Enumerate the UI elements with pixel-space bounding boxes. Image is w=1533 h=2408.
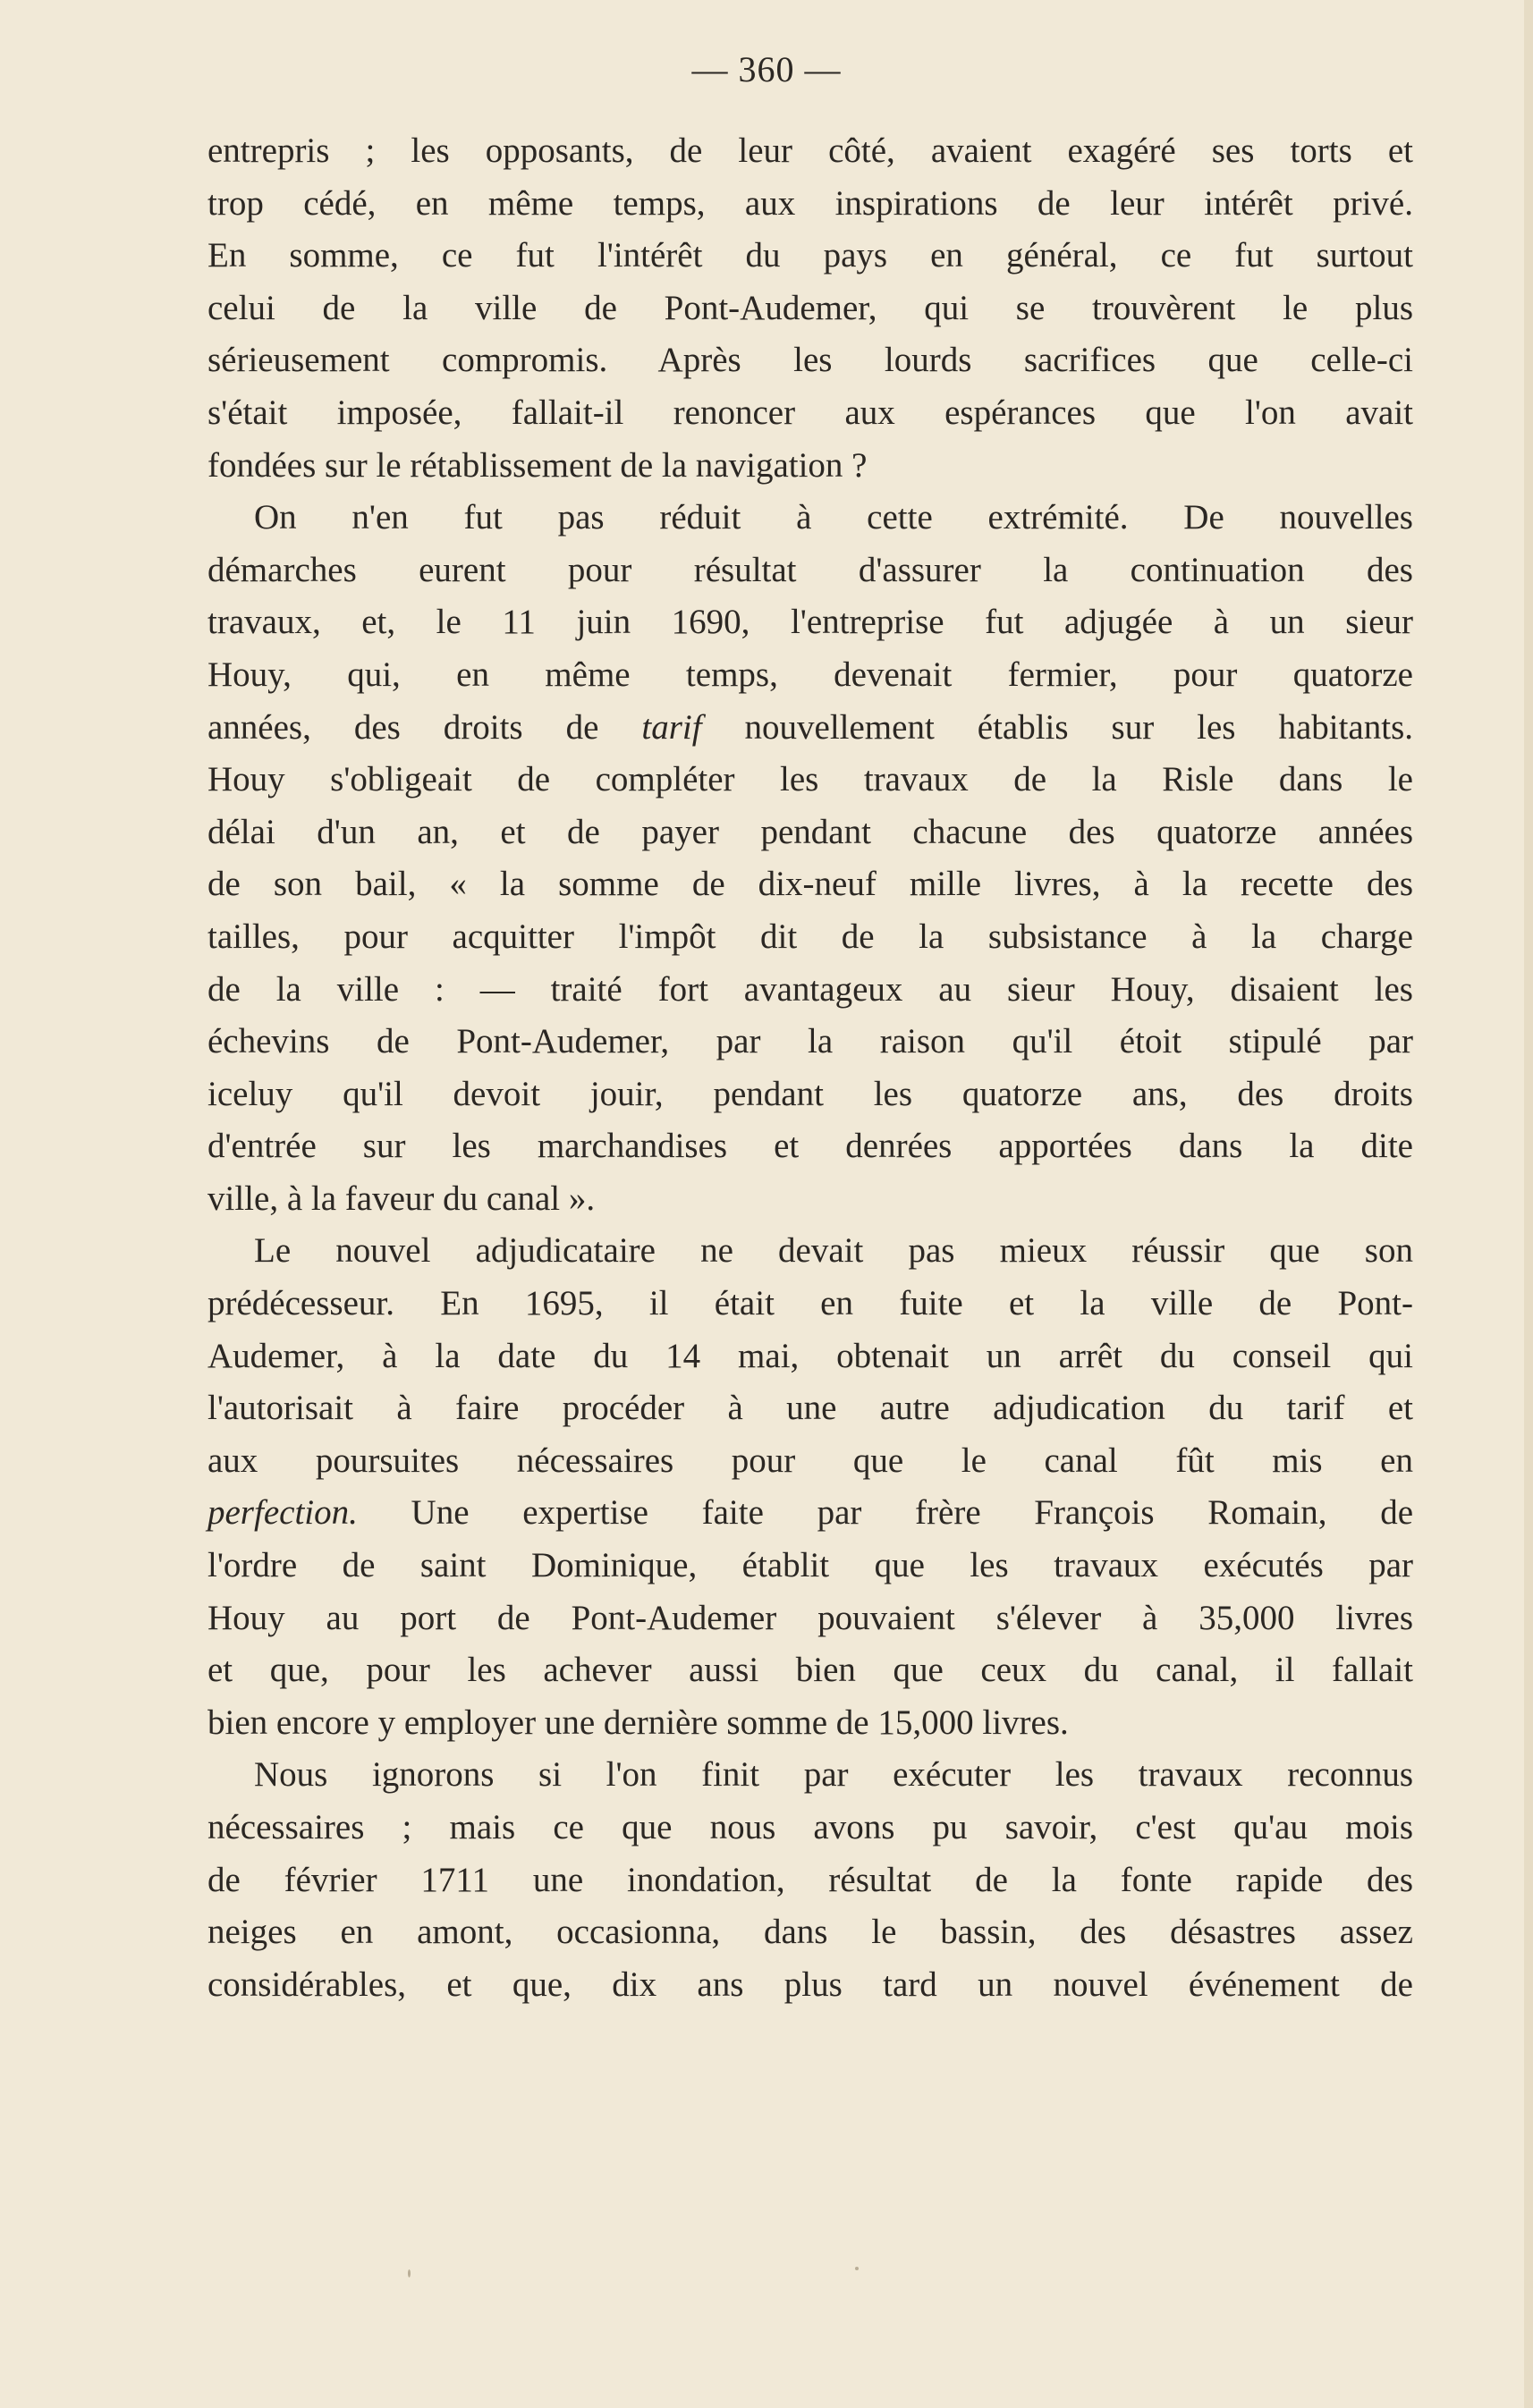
text-line: trop cédé, en même temps, aux inspirations de leur intérêt privé.: [208, 183, 1413, 223]
text-line: nécessaires ; mais ce que nous avons pu savoir, c'est qu'au mois: [208, 1808, 1413, 1846]
text-line: de février 1711 une inondation, résultat de la fonte rapide des: [208, 1860, 1413, 1899]
text-line: Houy au port de Pont-Audemer pouvaient s'élever à 35,000 livres: [208, 1598, 1413, 1637]
italic-word: perfection.: [208, 1493, 358, 1533]
text-line: On n'en fut pas réduit à cette extrémité. De nouvelles: [254, 498, 1413, 537]
text-line: l'ordre de saint Dominique, établit que les travaux exécutés par: [208, 1546, 1413, 1585]
paper-speck: [855, 2267, 859, 2270]
text-line: ville, à la faveur du canal ».: [208, 1179, 596, 1218]
text-line: fondées sur le rétablissement de la navigation ?: [208, 445, 868, 485]
text-line: entrepris ; les opposants, de leur côté, avaient exagéré ses torts et: [208, 131, 1413, 170]
text-line: aux poursuites nécessaires pour que le canal fût mis en: [208, 1441, 1413, 1480]
text-line: et que, pour les achever aussi bien que ceux du canal, il fallait: [208, 1651, 1413, 1690]
text-line: celui de la ville de Pont-Audemer, qui se trouvèrent le plus: [208, 288, 1413, 327]
text-line: d'entrée sur les marchandises et denrées apportées dans la dite: [208, 1127, 1413, 1166]
text-line: délai d'un an, et de payer pendant chacune des quatorze années: [208, 812, 1413, 851]
text-line: s'était imposée, fallait-il renoncer aux espérances que l'on avait: [208, 393, 1413, 432]
text-line: En somme, ce fut l'intérêt du pays en général, ce fut surtout: [208, 236, 1413, 275]
text-line: prédécesseur. En 1695, il était en fuite et la ville de Pont-: [208, 1284, 1413, 1323]
body-text: [208, 125, 1413, 2011]
page-edge: [1524, 0, 1533, 2408]
text-line: démarches eurent pour résultat d'assurer la continuation des: [208, 550, 1413, 589]
page-number: — 360 —: [691, 49, 842, 89]
text-line: Houy, qui, en même temps, devenait fermier, pour quatorze: [208, 655, 1413, 694]
text-line: neiges en amont, occasionna, dans le bassin, des désastres assez: [208, 1913, 1413, 1952]
text-line: de la ville : — traité fort avantageux au sieur Houy, disaient les: [208, 969, 1413, 1009]
text-line: années, des droits de tarif nouvellement établis sur les habitants.: [208, 707, 1413, 747]
text-line: Houy s'obligeait de compléter les travaux de la Risle dans le: [208, 760, 1413, 799]
text-line: travaux, et, le 11 juin 1690, l'entreprise fut adjugée à un sieur: [208, 603, 1413, 642]
text-line: tailles, pour acquitter l'impôt dit de la subsistance à la charge: [208, 917, 1413, 956]
text-line: Le nouvel adjudicataire ne devait pas mieux réussir que son: [254, 1231, 1413, 1271]
text-line: l'autorisait à faire procéder à une autre adjudication du tarif et: [208, 1389, 1413, 1428]
paper-speck: [408, 2269, 411, 2277]
text-line: Audemer, à la date du 14 mai, obtenait un arrêt du conseil qui: [208, 1336, 1413, 1375]
italic-word: tarif: [641, 707, 702, 747]
text-line: iceluy qu'il devoit jouir, pendant les quatorze ans, des droits: [208, 1074, 1413, 1113]
text-line: échevins de Pont-Audemer, par la raison qu'il étoit stipulé par: [208, 1022, 1413, 1061]
text-line: perfection. Une expertise faite par frère François Romain, de: [208, 1493, 1413, 1533]
text-line: de son bail, « la somme de dix-neuf mille livres, à la recette des: [208, 865, 1413, 904]
text-line: sérieusement compromis. Après les lourds sacrifices que celle-ci: [208, 341, 1413, 380]
text-line: bien encore y employer une dernière somme de 15,000 livres.: [208, 1702, 1069, 1742]
text-line: considérables, et que, dix ans plus tard un nouvel événement de: [208, 1964, 1413, 2004]
text-line: Nous ignorons si l'on finit par exécuter les travaux reconnus: [254, 1755, 1413, 1795]
